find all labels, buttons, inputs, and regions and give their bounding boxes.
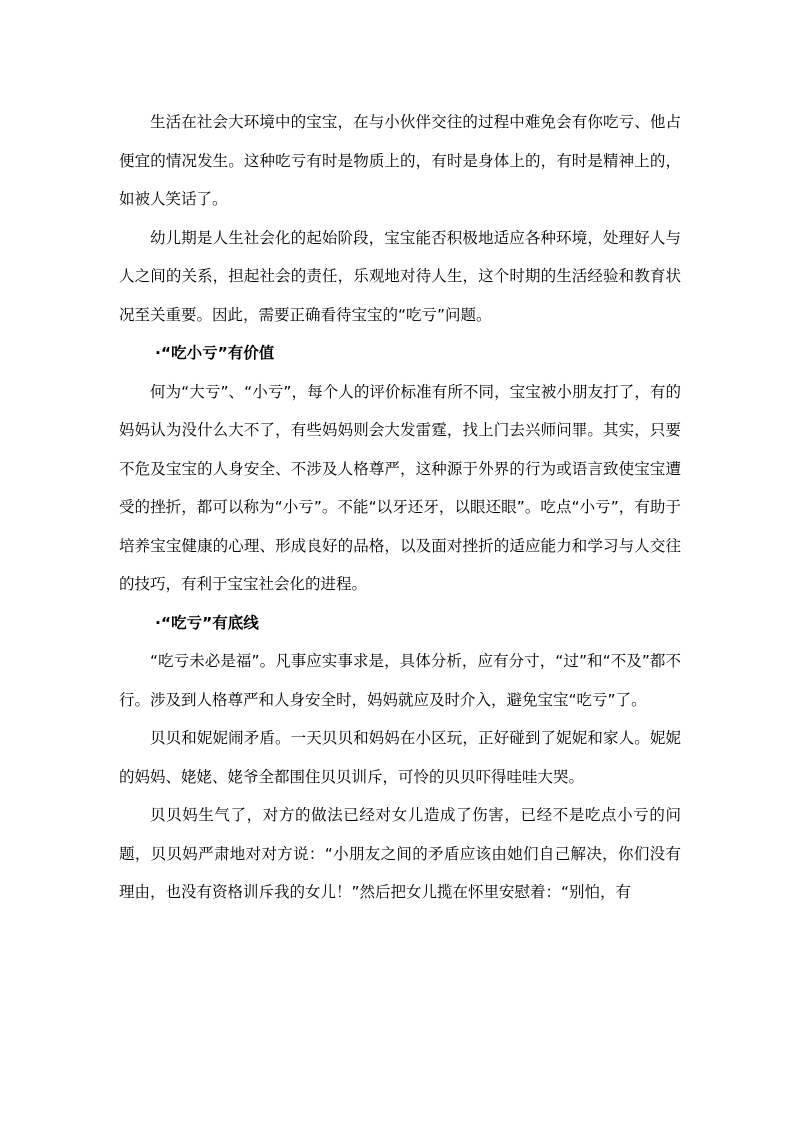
section2-paragraph-3: 贝贝妈生气了，对方的做法已经对女儿造成了伤害，已经不是吃点小亏的问题，贝贝妈严肃地对对方说：“小朋友之间的矛盾应该由她们自己解决，你们没有理由，也没有资格训斥我的女儿！”然后把女儿揽在怀里安慰着：“别怕，有 <box>119 806 681 901</box>
section2-paragraph-2: 贝贝和妮妮闹矛盾。一天贝贝和妈妈在小区玩，正好碰到了妮妮和家人。妮妮的妈妈、姥姥、姥爷全都围住贝贝训斥，可怜的贝贝吓得哇哇大哭。 <box>119 729 681 786</box>
intro-paragraph-1: 生活在社会大环境中的宝宝，在与小伙伴交往的过程中难免会有你吃亏、他占便宜的情况发生。这种吃亏有时是物质上的，有时是身体上的，有时是精神上的，如被人笑话了。 <box>119 113 681 208</box>
section2-paragraph-1: “吃亏未必是福”。凡事应实事求是，具体分析，应有分寸，“过”和“不及”都不行。涉及到人格尊严和人身安全时，妈妈就应及时介入，避免宝宝“吃亏”了。 <box>119 652 681 709</box>
intro-paragraph-2: 幼儿期是人生社会化的起始阶段，宝宝能否积极地适应各种环境，处理好人与人之间的关系，担起社会的责任，乐观地对待人生，这个时期的生活经验和教育状况至关重要。因此，需要正确看待宝宝的“吃亏”问题。 <box>119 228 681 324</box>
document-page <box>119 103 681 912</box>
section1-paragraph-1: 何为“大亏”、“小亏”，每个人的评价标准有所不同，宝宝被小朋友打了，有的妈妈认为没什么大不了，有些妈妈则会大发雷霆，找上门去兴师问罪。其实，只要不危及宝宝的人身安全、不涉及人格尊严，这种源于外界的行为或语言致使宝宝遭受的挫折，都可以称为“小亏”。不能“以牙还牙，以眼还眼”。吃点“小亏”，有助于培养宝宝健康的心理、形成良好的品格，以及面对挫折的适应能力和学习与人交往的技巧，有利于宝宝社会化的进程。 <box>119 382 681 593</box>
section-heading-1: ·“吃小亏”有价值 <box>155 344 275 362</box>
section-heading-2: ·“吃亏”有底线 <box>155 613 259 632</box>
